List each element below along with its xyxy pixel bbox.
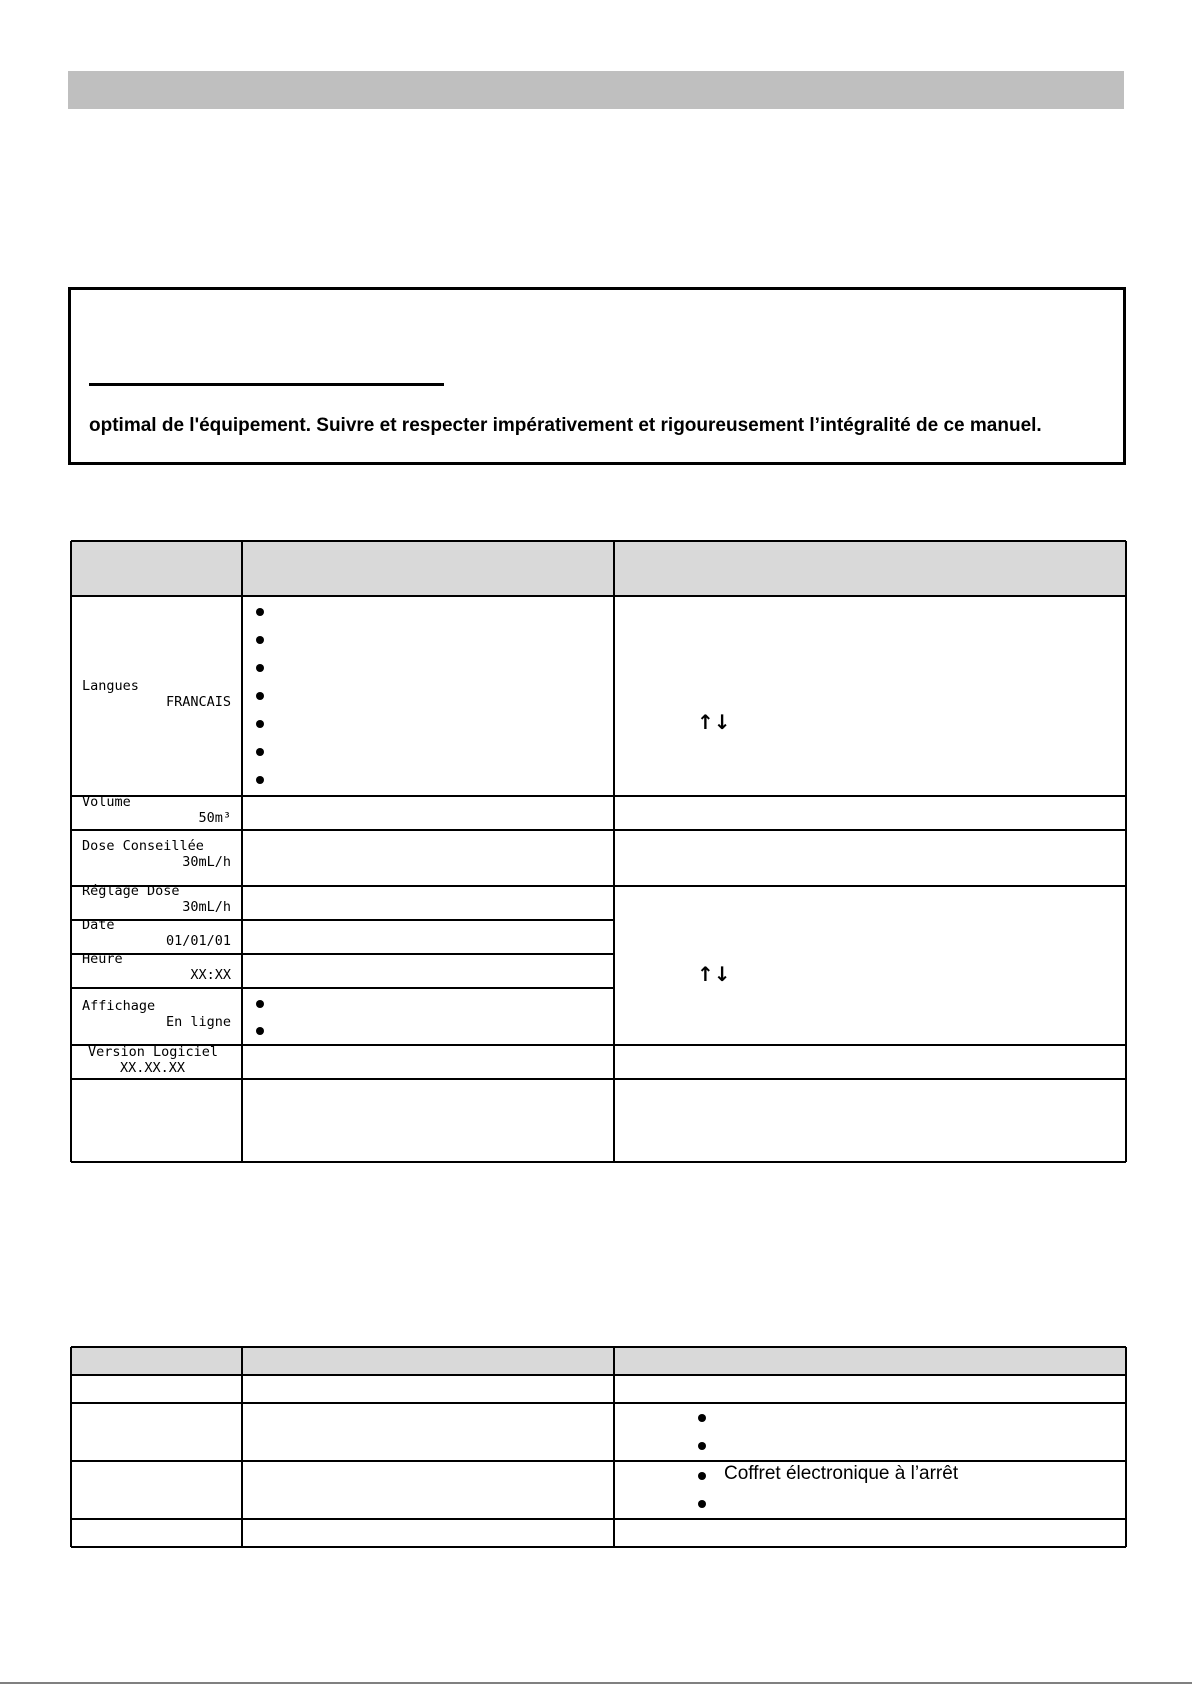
lcd-value-volume: 50m³ [198, 810, 231, 826]
lcd-label-dose-conseillee: Dose Conseillée [82, 838, 204, 854]
lcd-label-affichage: Affichage [82, 998, 156, 1014]
lcd-value-version-logiciel: XX.XX.XX [120, 1060, 186, 1076]
lcd-value-date: 01/01/01 [165, 933, 231, 949]
warning-text: optimal de l'équipement. Suivre et respecter impérativement et rigoureusement l’intégralité de ce manuel. [89, 415, 1042, 436]
lcd-label-heure: Heure [82, 951, 123, 967]
lcd-label-version-logiciel: Version Logiciel [88, 1044, 219, 1060]
lcd-label-reglage-dose: Réglage Dose [82, 883, 180, 899]
up-down-arrows-icon: ↑↓ [697, 710, 731, 734]
lcd-value-dose-conseillee: 30mL/h [182, 854, 231, 870]
lcd-value-heure: XX:XX [190, 967, 231, 983]
lcd-value-affichage: En ligne [165, 1014, 231, 1030]
lcd-label-langues: Langues [82, 678, 139, 694]
lcd-label-volume: Volume [82, 794, 131, 810]
coffret-arret-label: Coffret électronique à l’arrêt [724, 1463, 959, 1484]
lcd-value-reglage-dose: 30mL/h [182, 899, 231, 915]
lcd-label-date: Date [82, 917, 115, 933]
up-down-arrows-icon: ↑↓ [697, 962, 731, 986]
lcd-value-langues: FRANCAIS [165, 694, 231, 710]
